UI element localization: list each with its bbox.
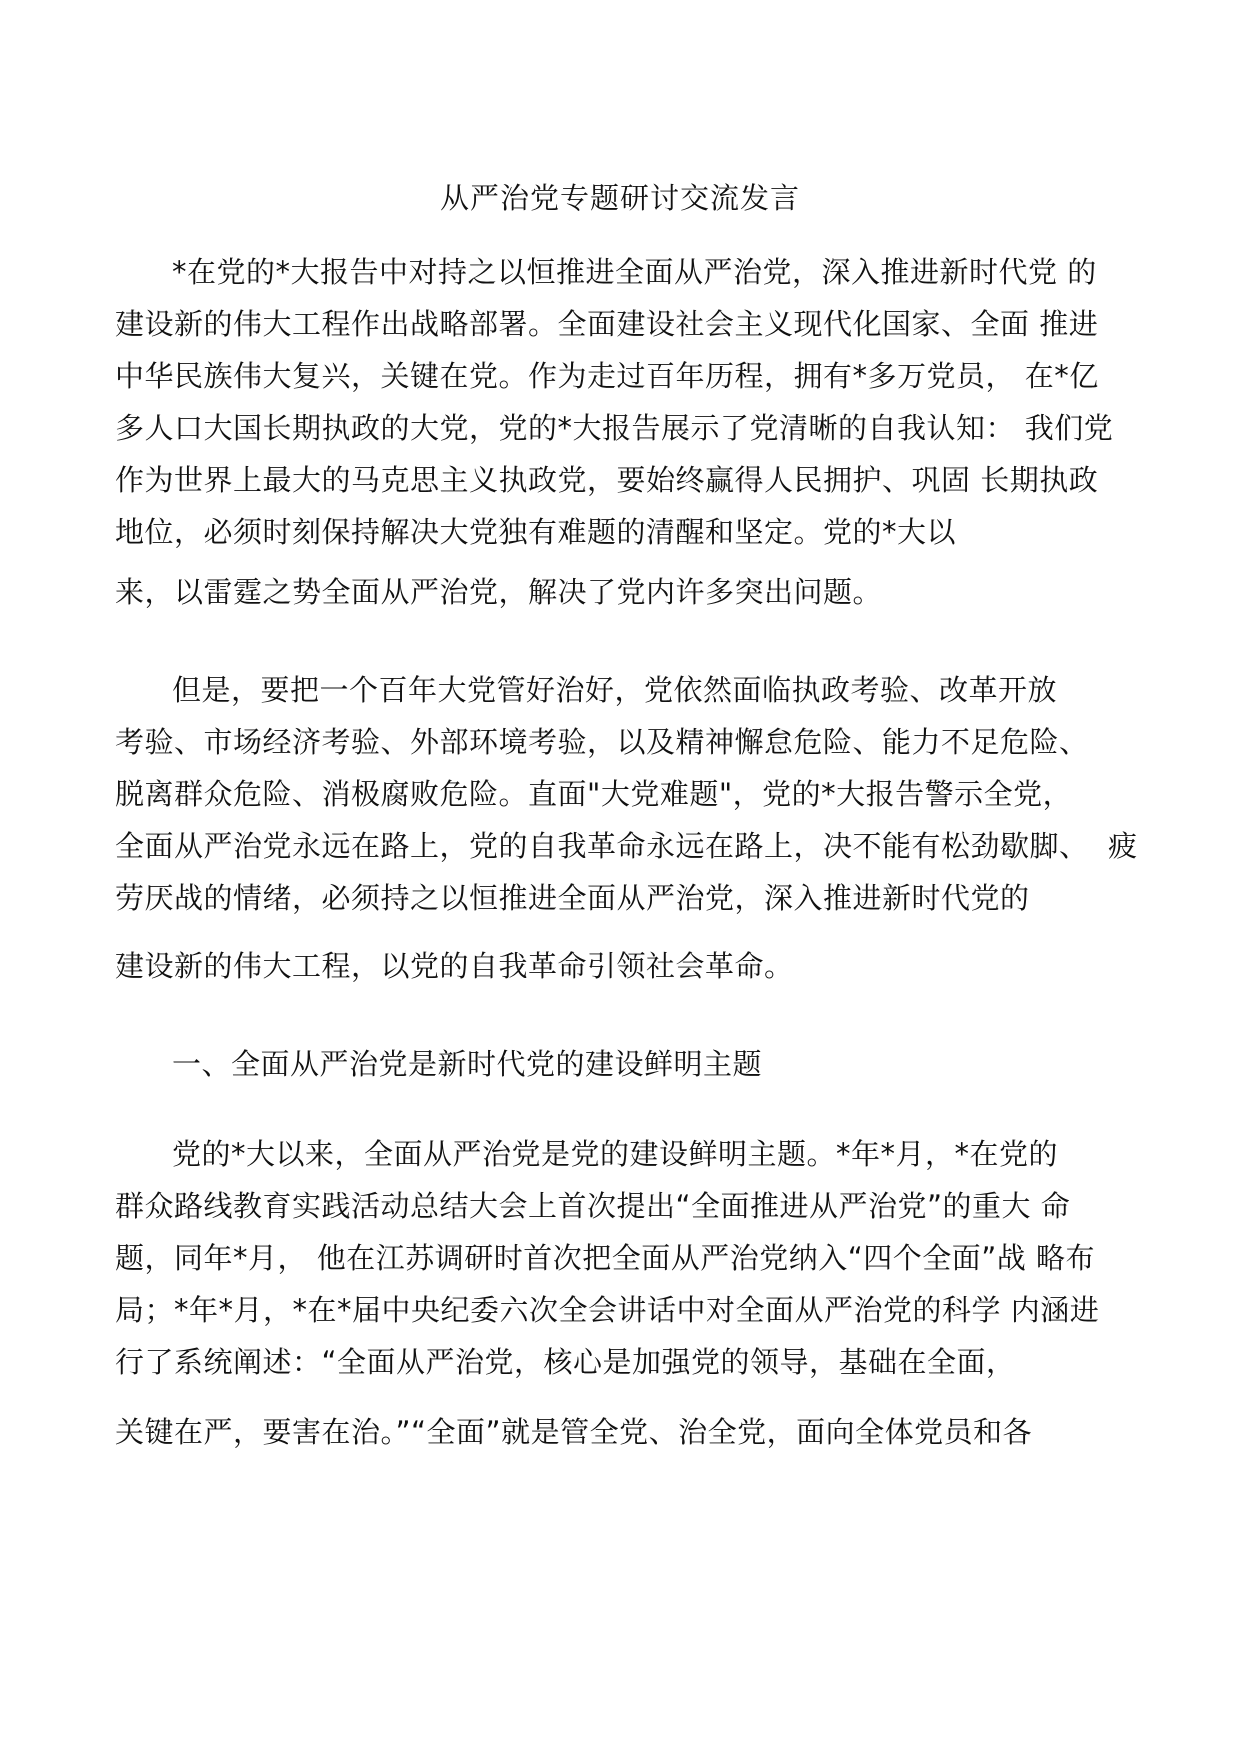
paragraph-1-line: 多人口大国长期执政的大党，党的*大报告展示了党清晰的自我认知： 我们党 [115,411,1114,445]
paragraph-2-line: 但是，要把一个百年大党管好治好，党依然面临执政考验、改革开放 [172,673,1058,707]
paragraph-3-line: 题，同年*月， 他在江苏调研时首次把全面从严治党纳入“四个全面”战 略布 [115,1241,1095,1275]
paragraph-2-line: 全面从严治党永远在路上，党的自我革命永远在路上，决不能有松劲歇脚、 疲 [115,829,1138,863]
paragraph-1-line: 地位，必须时刻保持解决大党独有难题的清醒和坚定。党的*大以 [115,515,957,549]
paragraph-3-line: 行了系统阐述：“全面从严治党，核心是加强党的领导，基础在全面， [115,1345,1016,1379]
paragraph-1-line: 中华民族伟大复兴，关键在党。作为走过百年历程，拥有*多万党员， 在*亿 [115,359,1099,393]
paragraph-2-line: 劳厌战的情绪，必须持之以恒推进全面从严治党，深入推进新时代党的 [115,881,1030,915]
paragraph-3-line: 关键在严，要害在治。”“全面”就是管全党、治全党，面向全体党员和各 [115,1415,1033,1449]
paragraph-2-line: 脱离群众危险、消极腐败危险。直面"大党难题"，党的*大报告警示全党， [115,777,1073,811]
paragraph-3-line: 群众路线教育实践活动总结大会上首次提出“全面推进从严治党”的重大 命 [115,1189,1071,1223]
paragraph-1-line: 作为世界上最大的马克思主义执政党，要始终赢得人民拥护、巩固 长期执政 [115,463,1099,497]
paragraph-1-line: *在党的*大报告中对持之以恒推进全面从严治党，深入推进新时代党 的 [172,255,1097,289]
document-title: 从严治党专题研讨交流发言 [439,181,800,215]
section-heading: 一、全面从严治党是新时代党的建设鲜明主题 [172,1047,763,1081]
paragraph-2-line: 建设新的伟大工程，以党的自我革命引领社会革命。 [115,949,794,983]
paragraph-3-line: 党的*大以来，全面从严治党是党的建设鲜明主题。*年*月，*在党的 [172,1137,1059,1171]
paragraph-1-line: 来，以雷霆之势全面从严治党，解决了党内许多突出问题。 [115,575,883,609]
paragraph-1-line: 建设新的伟大工程作出战略部署。全面建设社会主义现代化国家、全面 推进 [115,307,1099,341]
paragraph-3-line: 局；*年*月，*在*届中央纪委六次全会讲话中对全面从严治党的科学 内涵进 [115,1293,1100,1327]
paragraph-2-line: 考验、市场经济考验、外部环境考验，以及精神懈怠危险、能力不足危险、 [115,725,1089,759]
